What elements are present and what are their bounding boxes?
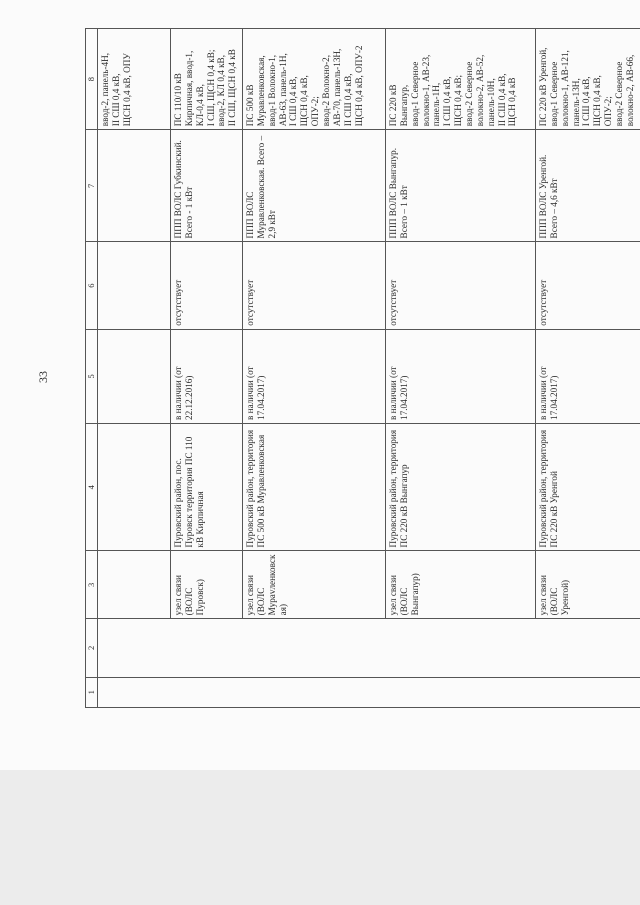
text-line: Вынгапур, [398, 84, 409, 127]
empty-cell [98, 551, 171, 619]
text-line: волокно-2, АВ-52, [474, 54, 485, 127]
text-line: II СШ 0,4 кВ, [342, 73, 353, 127]
text-line: панель-1Н, [431, 82, 442, 127]
text-line: ЩСН 0,4 кВ, ОПУ-2 [353, 45, 364, 127]
power-cell: ППП ВОЛС Муравленковская. Всего – 2,9 кВт [243, 130, 386, 242]
node-name-cell: узел связи (ВОЛС Пуровск) [171, 551, 243, 619]
location-cell: Пуровский район, территория ПС 500 кВ Муравленковская [243, 423, 386, 550]
input-details-cell [171, 29, 243, 130]
text-line: I СШ 0,4 кВ, [442, 76, 453, 127]
input-details-cell [386, 29, 536, 130]
status-cell: отсутствует [536, 242, 640, 329]
text-line: Муравленковская, [255, 55, 266, 127]
text-line: II СШ 0,4 кВ, [496, 73, 507, 127]
table-row-continuation [98, 29, 171, 708]
header-cell-5: 5 [86, 329, 98, 423]
text-line: ЩСН 0,4 кВ, ОПУ [121, 53, 132, 127]
availability-cell: в наличии (от 17.04.2017) [536, 329, 640, 423]
header-cell-6: 6 [86, 242, 98, 329]
power-cell: ППП ВОЛС Уренгой. Всего – 4,6 кВт [536, 130, 640, 242]
col8-continuation [98, 29, 171, 130]
text-line: ЩСН 0,4 кВ; [453, 74, 464, 127]
availability-cell: в наличии (от 22.12.2016) [171, 329, 243, 423]
input-details-cell [243, 29, 386, 130]
location-cell: Пуровский район, территория ПС 220 кВ Уренгой [536, 423, 640, 550]
table-row [171, 29, 243, 708]
text-line: ввод-2, КЛ 0,4 кВ, [216, 55, 227, 127]
availability-cell: в наличии (от 17.04.2017) [386, 329, 536, 423]
text-line: ПС 220 кВ [388, 84, 398, 127]
text-line: ввод-1 Северное [548, 61, 559, 127]
text-line: I СШ, ЩСН 0,4 кВ; [205, 49, 216, 127]
node-name-cell: узел связи (ВОЛС Мурavленковская) [243, 551, 386, 619]
data-table [85, 28, 640, 708]
text-line: ПС 500 кВ [245, 84, 255, 127]
status-cell: отсутствует [386, 242, 536, 329]
text-line: I СШ 0,4 кВ, [581, 76, 592, 127]
col2-cell [98, 619, 640, 677]
text-line: КЛ-0,4 кВ, [194, 84, 205, 127]
power-cell: ППП ВОЛС Вынгапур. Всего – 1 кВт [386, 130, 536, 242]
location-cell: Пуровский район, пос. Пуровск территория ПС 110 кВ Кирпичная [171, 423, 243, 550]
text-line: ввод-2 Северное [614, 61, 625, 127]
header-cell-1: 1 [86, 677, 98, 707]
header-cell-2: 2 [86, 619, 98, 677]
text-line: ОПУ-2; [310, 96, 321, 127]
text-line: ПС 220 кВ Уренгой, [538, 47, 548, 127]
text-line: волокно-1, АВ-121, [559, 50, 570, 127]
text-line: ввод-1 Волокно-1, [266, 54, 277, 127]
header-cell-4: 4 [86, 423, 98, 550]
text-line: АВ-63, панель-1Н, [277, 53, 288, 127]
location-cell: Пуровский район, территория ПС 220 кВ Вынгапур [386, 423, 536, 550]
empty-cell [98, 423, 171, 550]
header-row [86, 29, 98, 708]
text-line: волокно-2, АВ-66, [624, 54, 635, 127]
text-line: ввод-2, панель-4Н, [100, 52, 110, 127]
empty-cell [98, 329, 171, 423]
text-line: ОПУ-2; [603, 96, 614, 127]
table-row [386, 29, 536, 708]
text-line: II СШ, ЩСН 0,4 кВ [227, 49, 238, 127]
availability-cell: в наличии (от 17.04.2017) [243, 329, 386, 423]
text-line: ЩСН 0,4 кВ [507, 77, 518, 127]
status-cell: отсутствует [243, 242, 386, 329]
table-row [243, 29, 386, 708]
node-name-cell: узел связи (ВОЛС Вынгапур) [386, 551, 536, 619]
node-name-cell: узел связи (ВОЛС Уренгой) [536, 551, 640, 619]
text-line: ЩСН 0,4 кВ, [299, 75, 310, 127]
text-line: ЩСН 0,4 кВ, [592, 75, 603, 127]
text-line: ПС 110/10 кВ [173, 73, 183, 127]
input-details-cell [536, 29, 640, 130]
text-line: II СШ 0,4 кВ, [110, 73, 121, 127]
text-line: I СШ 0,4 кВ, [288, 76, 299, 127]
col1-cell [98, 677, 640, 707]
table-row [536, 29, 640, 708]
text-line: ввод-2 Северное [464, 61, 475, 127]
text-line: волокно-1, АВ-23, [420, 54, 431, 127]
text-line: панель-13Н, [570, 78, 581, 127]
empty-cell [98, 130, 171, 242]
header-cell-7: 7 [86, 130, 98, 242]
text-line: панель-10Н, [485, 78, 496, 127]
text-line: ввод-2 Волокно-2, [321, 54, 332, 127]
power-cell: ППП ВОЛС Губкинский. Всего - 1 кВт [171, 130, 243, 242]
text-line: ввод-1 Северное [409, 61, 420, 127]
page-number: 33 [36, 371, 50, 383]
empty-cell [98, 242, 171, 329]
text-line: АВ-70, панель-13Н, [331, 48, 342, 127]
text-line: Кирпичная, ввод-1, [183, 50, 194, 127]
rotated-table-container [85, 28, 635, 708]
header-cell-8: 8 [86, 29, 98, 130]
header-cell-3: 3 [86, 551, 98, 619]
status-cell: отсутствует [171, 242, 243, 329]
